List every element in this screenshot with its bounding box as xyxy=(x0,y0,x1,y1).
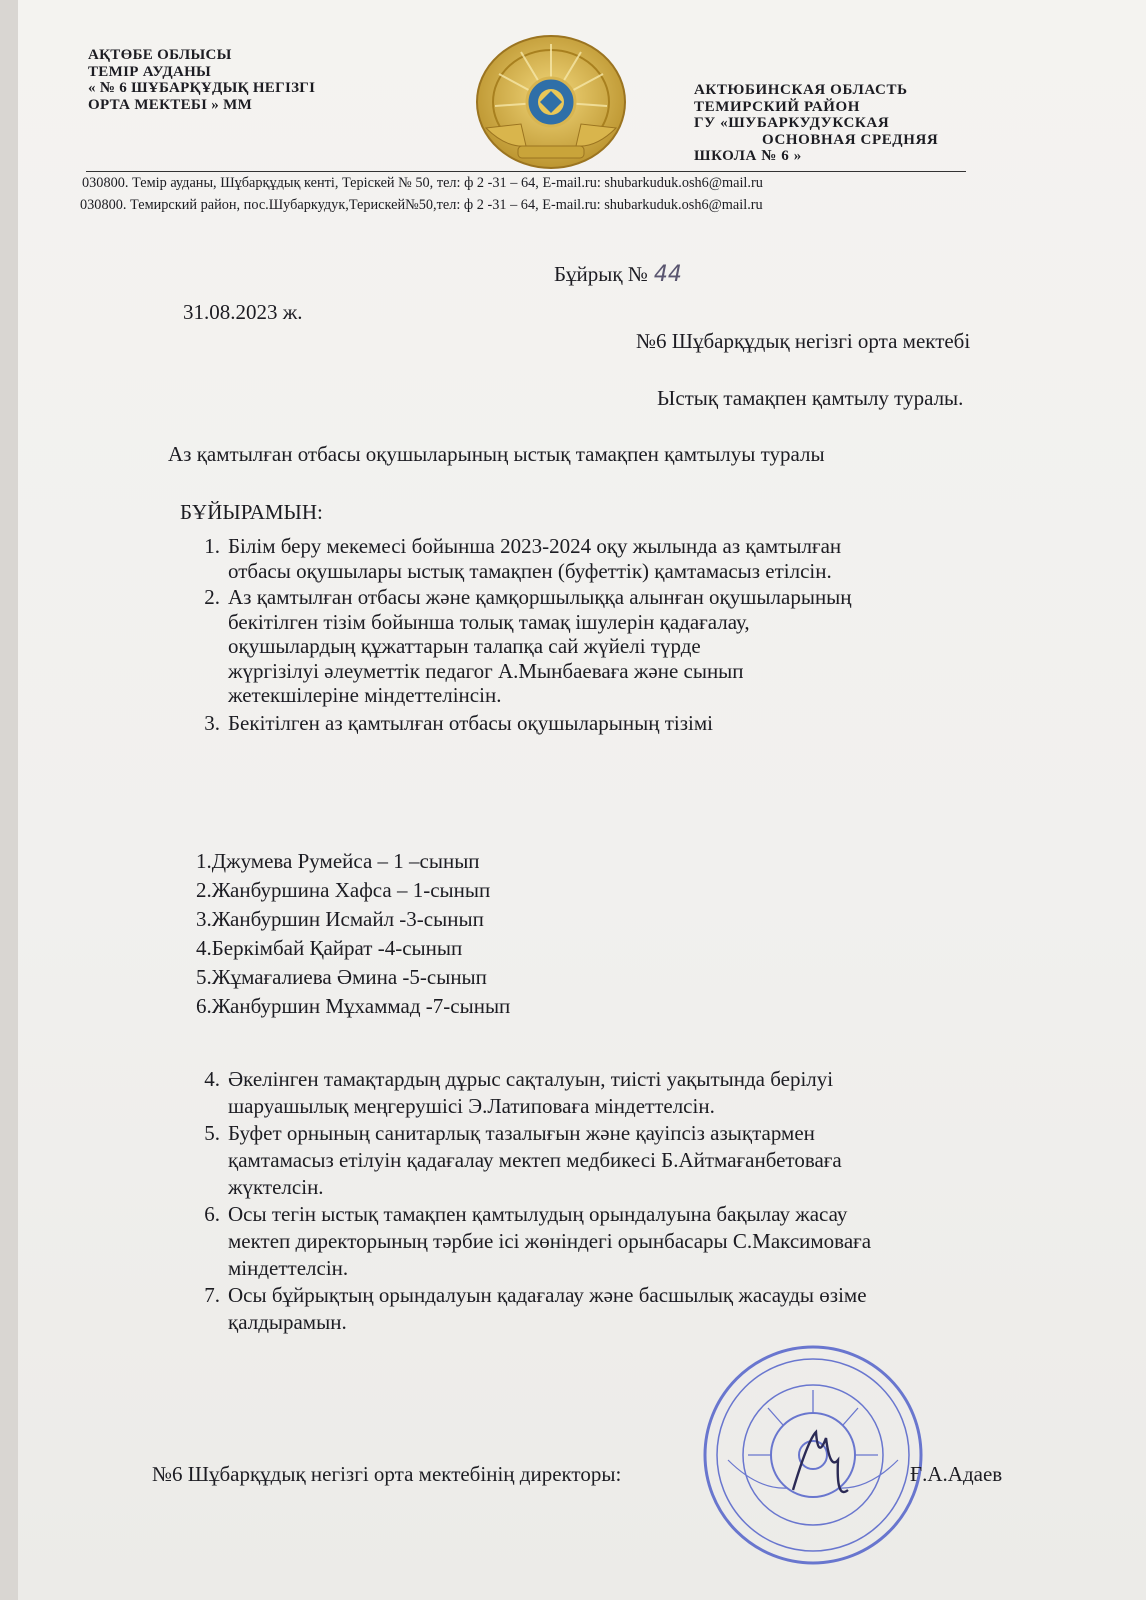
address-kz: 030800. Темір ауданы, Шұбарқұдық кенті, Терiскей № 50, тел: ф 2 -31 – 64, E-mail.ru: shubarkuduk.osh6@mail.ru xyxy=(82,175,763,191)
director-name: Ғ.А.Адаев xyxy=(910,1462,1003,1486)
order-number: 44 xyxy=(653,262,682,287)
list-item: 5.Жұмағалиева Әмина -5-сынып xyxy=(196,965,487,989)
order-item xyxy=(188,711,852,736)
order-heading: Аз қамтылған отбасы оқушыларының ыстық тамақпен қамтылуы туралы xyxy=(168,442,825,466)
item-line: бекітілген тізім бойынша толық тамақ ішулерін қадағалау, xyxy=(228,609,750,634)
document-page xyxy=(18,0,1146,1600)
header-ru-line: ОСНОВНАЯ СРЕДНЯЯ xyxy=(762,131,939,148)
header-kz-line: АҚТӨБЕ ОБЛЫСЫ xyxy=(88,47,232,63)
order-item xyxy=(188,585,852,708)
item-line: Білім беру мекемесі бойынша 2023-2024 оқу жылында аз қамтылған xyxy=(228,534,842,558)
order-title-label: Бұйрық № xyxy=(554,262,648,286)
item-line: Буфет орнының санитарлық тазалығын және қауіпсіз азықтармен xyxy=(228,1121,815,1145)
order-item xyxy=(188,1201,871,1282)
item-line: қалдырамын. xyxy=(228,1310,347,1334)
decree-word: БҰЙЫРАМЫН: xyxy=(180,500,323,524)
order-item xyxy=(188,1066,871,1120)
item-number: 3. xyxy=(204,710,220,735)
item-line: Бекітілген аз қамтылған отбасы оқушыларының тізімі xyxy=(228,710,713,735)
order-date: 31.08.2023 ж. xyxy=(183,300,303,324)
item-line: Осы бұйрықтың орындалуын қадағалау және басшылық жасауды өзіме xyxy=(228,1283,867,1307)
item-line: жетекшілеріне міндеттелінсін. xyxy=(228,683,502,707)
item-number: 2. xyxy=(204,585,220,609)
header-kz-line: « № 6 ШҰБАРҚҰДЫҚ НЕГІЗГІ xyxy=(88,80,316,96)
header-kz-line: ОРТА МЕКТЕБІ » ММ xyxy=(88,96,253,113)
order-items-list-2 xyxy=(188,1066,871,1336)
list-item: 6.Жанбуршин Мұхаммад -7-сынып xyxy=(196,994,511,1018)
item-line: жүргізілуі әлеуметтік педагог А.Мынбаеваға және сынып xyxy=(228,658,744,683)
list-item: 1.Джумева Румейса – 1 –сынып xyxy=(196,849,480,873)
list-item: 3.Жанбуршин Исмайл -3-сынып xyxy=(196,907,484,931)
item-line: мектеп директорының тәрбие ісі жөніндегі орынбасары С.Максимоваға xyxy=(228,1229,872,1253)
item-line: қамтамасыз етілуін қадағалау мектеп медбикесі Б.Айтмағанбетоваға xyxy=(228,1148,842,1172)
item-number: 6. xyxy=(204,1202,220,1226)
item-number: 1. xyxy=(204,534,220,558)
item-line: міндеттелсін. xyxy=(228,1256,349,1280)
students-list xyxy=(196,847,510,1021)
school-name: №6 Шұбарқұдық негізгі орта мектебі xyxy=(636,329,971,353)
signature-mark xyxy=(793,1432,848,1492)
item-line: шаруашылық меңгерушісі Э.Латиповаға міндеттелсін. xyxy=(228,1094,715,1118)
list-item: 4.Беркімбай Қайрат -4-сынып xyxy=(196,936,463,960)
item-number: 4. xyxy=(204,1067,220,1091)
item-line: Әкелінген тамақтардың дұрыс сақталуын, тиісті уақытында берілуі xyxy=(228,1067,834,1091)
item-line: жүктелсін. xyxy=(228,1175,324,1199)
item-number: 5. xyxy=(204,1121,220,1145)
header-ru-line: ШКОЛА № 6 » xyxy=(694,148,802,164)
item-number: 7. xyxy=(204,1283,220,1307)
header-ru-line: ТЕМИРСКИЙ РАЙОН xyxy=(694,98,861,115)
item-line: Аз қамтылған отбасы және қамқоршылыққа алынған оқушыларының xyxy=(228,585,852,609)
header-divider xyxy=(86,171,966,172)
order-item xyxy=(188,1120,871,1201)
item-line: оқушылардың құжаттарын талапқа сай жүйелі түрде xyxy=(228,634,701,658)
list-item: 2.Жанбуршина Хафса – 1-сынып xyxy=(196,878,491,902)
order-title xyxy=(554,262,682,287)
header-ru-block xyxy=(694,82,938,165)
header-ru-line: ГУ «ШУБАРКУДУКСКАЯ xyxy=(694,115,890,131)
state-emblem-icon xyxy=(466,28,636,170)
header-kz-block xyxy=(88,47,315,113)
header-kz-line: ТЕМІР АУДАНЫ xyxy=(88,63,212,80)
item-line: Осы тегін ыстық тамақпен қамтылудың орындалуына бақылау жасау xyxy=(228,1202,848,1226)
order-items-list xyxy=(188,534,852,735)
official-stamp-icon xyxy=(698,1340,928,1570)
order-subject: Ыстық тамақпен қамтылу туралы. xyxy=(657,386,964,410)
order-item xyxy=(188,1282,871,1336)
header-ru-line: АКТЮБИНСКАЯ ОБЛАСТЬ xyxy=(694,82,908,98)
item-line: отбасы оқушылары ыстық тамақпен (буфеттік) қамтамасыз етілсін. xyxy=(228,558,832,583)
order-item xyxy=(188,534,852,583)
director-position: №6 Шұбарқұдық негізгі орта мектебінің директоры: xyxy=(152,1462,622,1486)
address-ru: 030800. Темирский район, пос.Шубаркудук,Терискей№50,тел: ф 2 -31 – 64, E-mail.ru: shubarkuduk.osh6@mail.ru xyxy=(80,197,763,213)
